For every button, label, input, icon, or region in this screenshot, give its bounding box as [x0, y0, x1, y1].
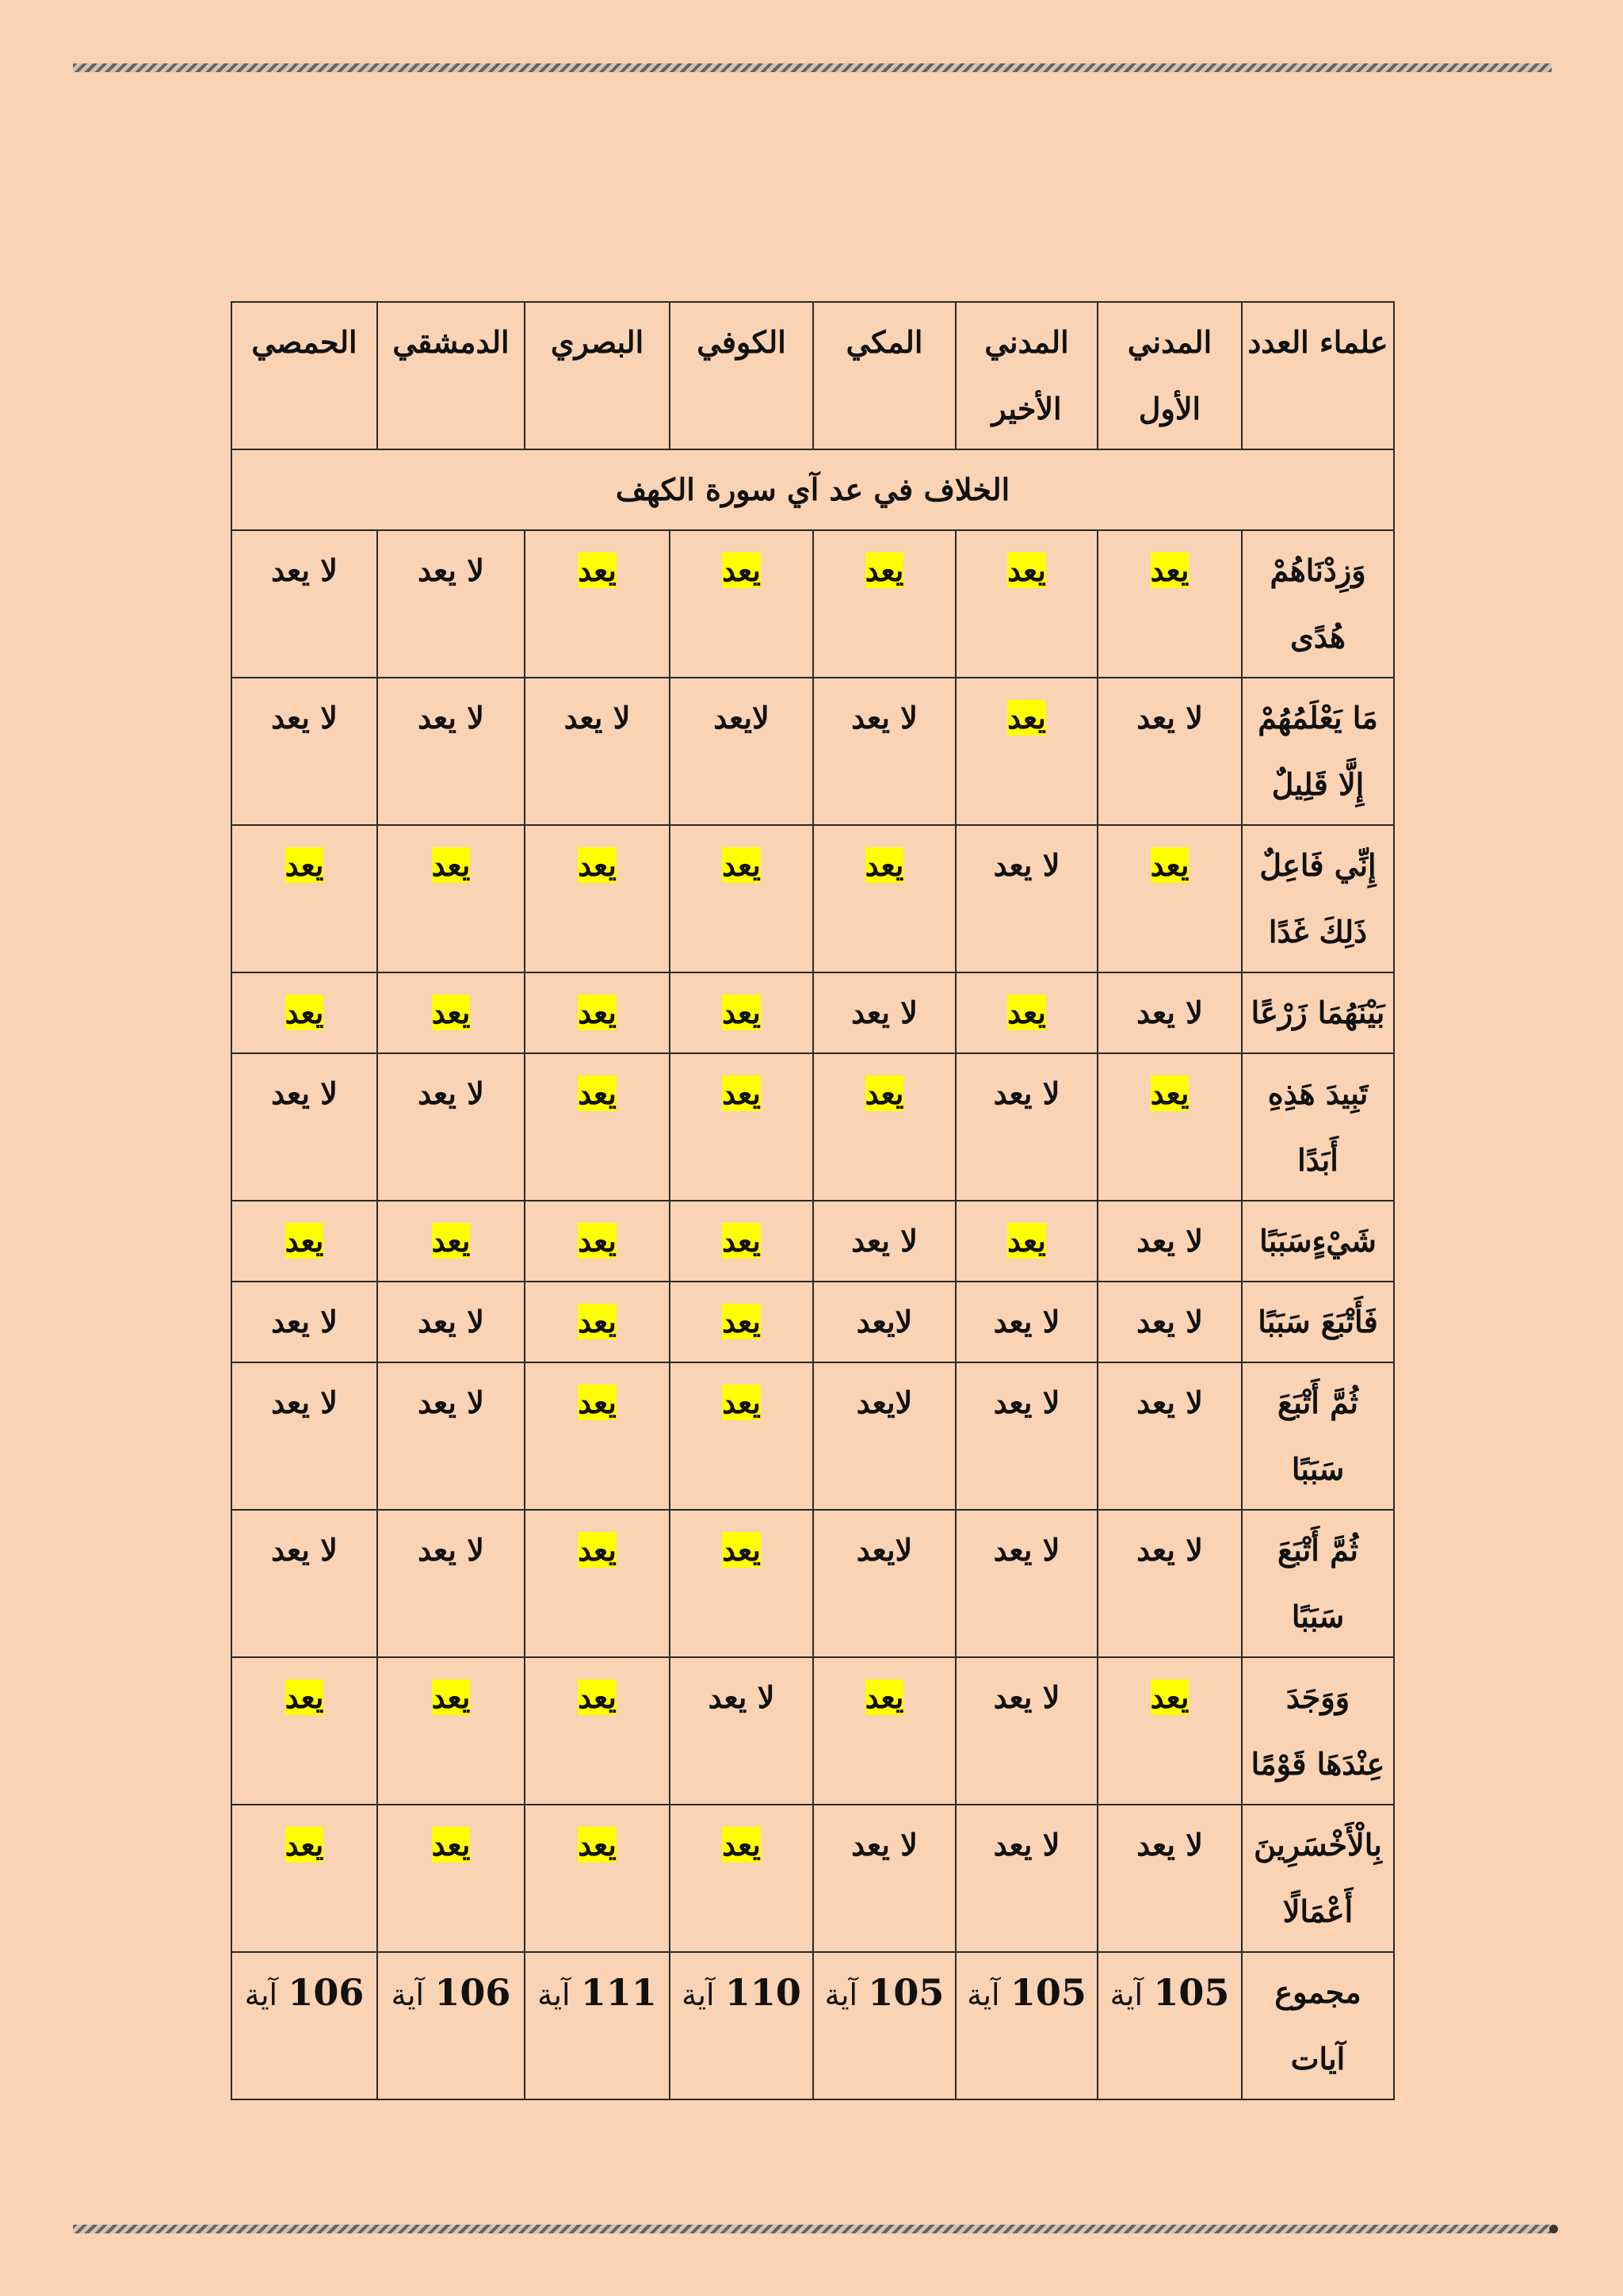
count-cell	[956, 530, 1098, 678]
not-counted-mark: لا يعد	[993, 1532, 1060, 1568]
header-makki: المكي	[813, 302, 956, 449]
verse-label: تَبِيدَ هَذِهِ أَبَدًا	[1242, 1053, 1394, 1201]
not-counted-mark: لا يعد	[271, 700, 338, 735]
total-cell: 110 آية	[670, 1952, 813, 2099]
not-counted-mark: لا يعد	[418, 552, 484, 588]
counted-mark: يعد	[431, 1223, 471, 1259]
counted-mark: يعد	[722, 1827, 761, 1862]
count-cell	[670, 1362, 813, 1510]
counted-mark: يعد	[1150, 1075, 1190, 1111]
not-counted-mark: لا يعد	[851, 1827, 918, 1862]
band-title: الخلاف في عد آي سورة الكهف	[231, 449, 1394, 530]
counted-mark: يعد	[865, 1075, 904, 1111]
totals-row	[231, 1952, 1394, 2099]
header-scholars: علماء العدد	[1242, 302, 1394, 449]
counted-mark: يعد	[722, 1385, 761, 1420]
not-counted-mark: لا يعد	[993, 1827, 1060, 1862]
counted-mark: يعد	[578, 1075, 617, 1111]
data-rows	[231, 530, 1394, 1952]
counted-mark: يعد	[865, 1679, 904, 1715]
not-counted-mark: لا يعد	[271, 1532, 338, 1568]
verse-label: بَيْنَهُمَا زَرْعًا	[1242, 972, 1394, 1053]
count-cell	[525, 1053, 670, 1201]
header-dimashqi: الدمشقي	[377, 302, 525, 449]
not-counted-mark: لا يعد	[418, 1385, 484, 1420]
count-cell	[377, 1362, 525, 1510]
table-row	[231, 1201, 1394, 1282]
count-cell	[956, 1805, 1098, 1952]
count-cell	[1098, 1805, 1242, 1952]
counted-mark: يعد	[1007, 552, 1046, 588]
header-kufi: الكوفي	[670, 302, 813, 449]
verse-label: بِالْأَخْسَرِينَ أَعْمَالًا	[1242, 1805, 1394, 1952]
counted-mark: يعد	[722, 1075, 761, 1111]
count-cell	[670, 1282, 813, 1362]
verse-label: فَأَتْبَعَ سَبَبًا	[1242, 1282, 1394, 1362]
count-cell	[956, 1201, 1098, 1282]
counted-mark: يعد	[578, 1679, 617, 1715]
count-cell	[670, 825, 813, 972]
table-row	[231, 1510, 1394, 1657]
counted-mark: يعد	[431, 847, 471, 883]
count-cell	[670, 1201, 813, 1282]
top-decorative-rule	[73, 63, 1552, 72]
count-cell	[813, 972, 956, 1053]
not-counted-mark: لايعد	[856, 1532, 913, 1568]
count-cell	[377, 1657, 525, 1805]
counted-mark: يعد	[578, 1827, 617, 1862]
count-cell	[525, 1282, 670, 1362]
not-counted-mark: لا يعد	[993, 1679, 1060, 1715]
count-cell	[377, 1282, 525, 1362]
counted-mark: يعد	[285, 1679, 324, 1715]
count-cell	[1098, 1362, 1242, 1510]
counted-mark: يعد	[431, 1679, 471, 1715]
total-cell: 105 آية	[956, 1952, 1098, 2099]
count-cell	[525, 825, 670, 972]
count-cell	[813, 1805, 956, 1952]
not-counted-mark: لا يعد	[993, 847, 1060, 883]
count-cell	[231, 1657, 377, 1805]
count-cell	[377, 1510, 525, 1657]
counted-mark: يعد	[722, 1304, 761, 1339]
count-cell	[377, 1053, 525, 1201]
verse-count-table	[231, 301, 1395, 2100]
not-counted-mark: لا يعد	[271, 1304, 338, 1339]
not-counted-mark: لا يعد	[1136, 1532, 1203, 1568]
count-cell	[377, 530, 525, 678]
count-cell	[670, 1805, 813, 1952]
count-cell	[231, 1510, 377, 1657]
count-cell	[813, 1657, 956, 1805]
counted-mark: يعد	[578, 1385, 617, 1420]
counted-mark: يعد	[578, 995, 617, 1030]
count-cell	[377, 1805, 525, 1952]
count-cell	[231, 1053, 377, 1201]
verse-label: مَا يَعْلَمُهُمْ إِلَّا قَلِيلٌ	[1242, 678, 1394, 825]
count-cell	[525, 972, 670, 1053]
not-counted-mark: لا يعد	[271, 1385, 338, 1420]
count-cell	[231, 1805, 377, 1952]
count-cell	[813, 678, 956, 825]
count-cell	[670, 1657, 813, 1805]
count-cell	[231, 530, 377, 678]
count-cell	[525, 530, 670, 678]
not-counted-mark: لا يعد	[993, 1385, 1060, 1420]
table-row	[231, 678, 1394, 825]
counted-mark: يعد	[722, 552, 761, 588]
total-cell: 106 آية	[231, 1952, 377, 2099]
count-cell	[956, 1657, 1098, 1805]
count-cell	[956, 972, 1098, 1053]
not-counted-mark: لا يعد	[271, 1075, 338, 1111]
counted-mark: يعد	[431, 1827, 471, 1862]
table-row	[231, 1362, 1394, 1510]
count-cell	[813, 825, 956, 972]
not-counted-mark: لا يعد	[851, 995, 918, 1030]
header-madani-last: المدني الأخير	[956, 302, 1098, 449]
counted-mark: يعد	[865, 847, 904, 883]
count-cell	[231, 1362, 377, 1510]
count-cell	[813, 1201, 956, 1282]
count-cell	[956, 1362, 1098, 1510]
verse-label: ثُمَّ أَتْبَعَ سَبَبًا	[1242, 1362, 1394, 1510]
counted-mark: يعد	[722, 1223, 761, 1259]
header-basri: البصري	[525, 302, 670, 449]
counted-mark: يعد	[1007, 995, 1046, 1030]
counted-mark: يعد	[578, 1223, 617, 1259]
count-cell	[956, 1053, 1098, 1201]
counted-mark: يعد	[1150, 552, 1190, 588]
not-counted-mark: لا يعد	[993, 1075, 1060, 1111]
count-cell	[670, 530, 813, 678]
verse-label: إِنِّي فَاعِلٌ ذَلِكَ غَدًا	[1242, 825, 1394, 972]
count-cell	[956, 825, 1098, 972]
count-cell	[231, 1282, 377, 1362]
header-himsi: الحمصي	[231, 302, 377, 449]
count-cell	[1098, 972, 1242, 1053]
count-cell	[956, 1282, 1098, 1362]
not-counted-mark: لا يعد	[851, 700, 918, 735]
count-cell	[231, 825, 377, 972]
counted-mark: يعد	[578, 1304, 617, 1339]
not-counted-mark: لا يعد	[1136, 1304, 1203, 1339]
table-row	[231, 1805, 1394, 1952]
counted-mark: يعد	[578, 847, 617, 883]
count-cell	[813, 1282, 956, 1362]
verse-label: ثُمَّ أَتْبَعَ سَبَبًا	[1242, 1510, 1394, 1657]
not-counted-mark: لا يعد	[418, 1075, 484, 1111]
table-row	[231, 825, 1394, 972]
counted-mark: يعد	[285, 847, 324, 883]
not-counted-mark: لا يعد	[1136, 1223, 1203, 1259]
counted-mark: يعد	[431, 995, 471, 1030]
not-counted-mark: لا يعد	[993, 1304, 1060, 1339]
count-cell	[670, 972, 813, 1053]
counted-mark: يعد	[285, 995, 324, 1030]
verse-label: شَيْءٍسَبَبًا	[1242, 1201, 1394, 1282]
table-row	[231, 530, 1394, 678]
count-cell	[670, 678, 813, 825]
count-cell	[231, 678, 377, 825]
total-cell: 105 آية	[1098, 1952, 1242, 2099]
total-cell: 111 آية	[525, 1952, 670, 2099]
count-cell	[813, 1053, 956, 1201]
count-cell	[670, 1510, 813, 1657]
counted-mark: يعد	[722, 847, 761, 883]
not-counted-mark: لا يعد	[1136, 700, 1203, 735]
not-counted-mark: لا يعد	[1136, 1827, 1203, 1862]
count-cell	[377, 825, 525, 972]
counted-mark: يعد	[722, 995, 761, 1030]
counted-mark: يعد	[578, 1532, 617, 1568]
counted-mark: يعد	[285, 1827, 324, 1862]
count-cell	[1098, 1053, 1242, 1201]
table-row	[231, 1053, 1394, 1201]
count-cell	[1098, 825, 1242, 972]
not-counted-mark: لايعد	[856, 1304, 913, 1339]
count-cell	[525, 1657, 670, 1805]
not-counted-mark: لا يعد	[271, 552, 338, 588]
count-cell	[231, 972, 377, 1053]
count-cell	[231, 1201, 377, 1282]
not-counted-mark: لايعد	[713, 700, 769, 735]
verse-label: وَزِدْنَاهُمْ هُدًى	[1242, 530, 1394, 678]
count-cell	[525, 1362, 670, 1510]
count-cell	[813, 1510, 956, 1657]
count-cell	[525, 1510, 670, 1657]
count-cell	[813, 530, 956, 678]
count-cell	[377, 972, 525, 1053]
header-row	[231, 302, 1394, 449]
count-cell	[956, 678, 1098, 825]
count-cell	[670, 1053, 813, 1201]
counted-mark: يعد	[285, 1223, 324, 1259]
counted-mark: يعد	[865, 552, 904, 588]
not-counted-mark: لا يعد	[418, 700, 484, 735]
count-cell	[377, 1201, 525, 1282]
not-counted-mark: لا يعد	[418, 1532, 484, 1568]
total-cell: 105 آية	[813, 1952, 956, 2099]
count-cell	[1098, 530, 1242, 678]
not-counted-mark: لا يعد	[418, 1304, 484, 1339]
count-cell	[1098, 1510, 1242, 1657]
not-counted-mark: لا يعد	[1136, 995, 1203, 1030]
count-cell	[1098, 1201, 1242, 1282]
counted-mark: يعد	[1007, 1223, 1046, 1259]
counted-mark: يعد	[722, 1532, 761, 1568]
not-counted-mark: لا يعد	[563, 700, 631, 735]
count-cell	[1098, 1657, 1242, 1805]
count-cell	[525, 1201, 670, 1282]
counted-mark: يعد	[578, 552, 617, 588]
counted-mark: يعد	[1007, 700, 1046, 735]
band-row	[231, 449, 1394, 530]
table-row	[231, 1657, 1394, 1805]
counted-mark: يعد	[1150, 847, 1190, 883]
total-cell: 106 آية	[377, 1952, 525, 2099]
count-cell	[1098, 1282, 1242, 1362]
counted-mark: يعد	[1150, 1679, 1190, 1715]
not-counted-mark: لايعد	[856, 1385, 913, 1420]
count-cell	[377, 678, 525, 825]
not-counted-mark: لا يعد	[708, 1679, 775, 1715]
count-cell	[1098, 678, 1242, 825]
count-cell	[525, 678, 670, 825]
table-row	[231, 972, 1394, 1053]
bottom-decorative-rule	[73, 2225, 1552, 2233]
totals-label: مجموع آيات	[1242, 1952, 1394, 2099]
count-cell	[956, 1510, 1098, 1657]
not-counted-mark: لا يعد	[1136, 1385, 1203, 1420]
count-cell	[813, 1362, 956, 1510]
not-counted-mark: لا يعد	[851, 1223, 918, 1259]
table-row	[231, 1282, 1394, 1362]
header-madani-first: المدني الأول	[1098, 302, 1242, 449]
verse-label: وَوَجَدَ عِنْدَهَا قَوْمًا	[1242, 1657, 1394, 1805]
count-cell	[525, 1805, 670, 1952]
